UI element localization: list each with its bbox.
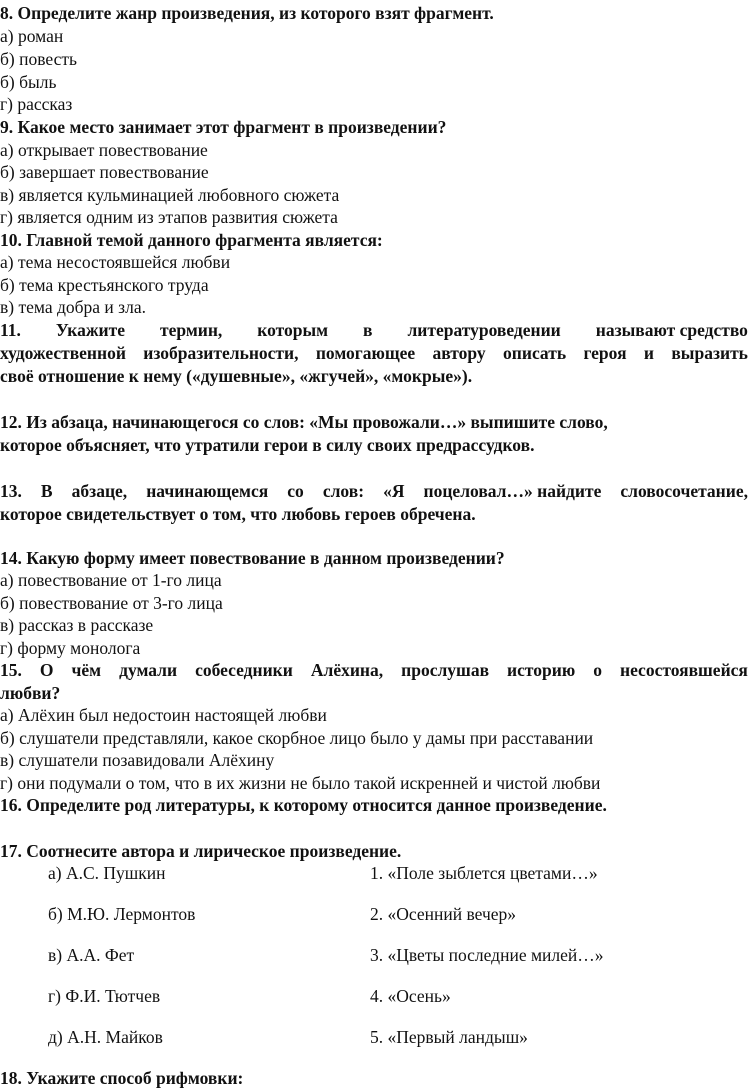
- author-item: д) А.Н. Майков: [48, 1027, 163, 1047]
- question-9-option: в) является кульминацией любовного сюжета: [0, 185, 340, 205]
- question-13-line-2: которое свидетельствует о том, что любовь героев обречена.: [0, 504, 476, 524]
- author-item: б) М.Ю. Лермонтов: [48, 904, 196, 924]
- word: которым: [257, 320, 329, 340]
- work-item: 4. «Осень»: [370, 986, 451, 1006]
- question-8-option: б) повесть: [0, 49, 77, 69]
- word: помогающее: [315, 343, 416, 363]
- question-15-option: в) слушатели позавидовали Алёхину: [0, 750, 275, 770]
- word: и: [643, 343, 654, 363]
- question-15-option: г) они подумали о том, что в их жизни не было такой искренней и чистой любви: [0, 773, 601, 793]
- word: «Я: [383, 481, 405, 501]
- question-15-option: б) слушатели представляли, какое скорбное лицо было у дамы при расставании: [0, 728, 594, 748]
- work-item: 1. «Поле зыблется цветами…»: [370, 863, 598, 883]
- question-14-option: в) рассказ в рассказе: [0, 615, 154, 635]
- word: начинающемся: [146, 481, 269, 501]
- work-item: 2. «Осенний вечер»: [370, 904, 517, 924]
- author-item: а) А.С. Пушкин: [48, 863, 166, 883]
- question-9-option: б) завершает повествование: [0, 162, 209, 182]
- word: автору: [432, 343, 486, 363]
- question-15-line-2: любви?: [0, 683, 61, 703]
- word: в: [363, 320, 373, 340]
- word: изобразительности,: [143, 343, 299, 363]
- word: историю: [507, 660, 576, 680]
- question-14-option: а) повествование от 1-го лица: [0, 570, 222, 590]
- question-14-option: г) форму монолога: [0, 638, 141, 658]
- word: о: [593, 660, 602, 680]
- question-9-option: г) является одним из этапов развития сюжета: [0, 207, 338, 227]
- question-15-option: а) Алёхин был недостоин настоящей любви: [0, 705, 327, 725]
- word: героя: [583, 343, 627, 363]
- question-17-title: 17. Соотнесите автора и лирическое произведение.: [0, 841, 402, 861]
- word: выразить: [671, 343, 748, 363]
- word: художественной: [0, 343, 126, 363]
- word: абзаце,: [71, 481, 128, 501]
- word: со: [287, 481, 304, 501]
- question-18-title: 18. Укажите способ рифмовки:: [0, 1068, 244, 1088]
- word: Алёхина,: [310, 660, 384, 680]
- word: О: [39, 660, 54, 680]
- question-10-title: 10. Главной темой данного фрагмента является:: [0, 230, 383, 250]
- question-11-line-1: [0, 319, 748, 342]
- question-11-line-3: своё отношение к нему («душевные», «жгучей», «мокрые»).: [0, 366, 473, 386]
- word: называют средство: [595, 320, 748, 340]
- question-8-option: б) быль: [0, 72, 57, 92]
- question-11-line-2: [0, 342, 748, 365]
- question-8-option: а) роман: [0, 26, 64, 46]
- question-13-line-1: [0, 480, 748, 503]
- question-9-title: 9. Какое место занимает этот фрагмент в произведении?: [0, 117, 447, 137]
- question-14-option: б) повествование от 3-го лица: [0, 593, 223, 613]
- question-8-option: г) рассказ: [0, 94, 73, 114]
- word: словосочетание,: [620, 481, 748, 501]
- question-12-line-2: которое объясняет, что утратили герои в силу своих предрассудков.: [0, 435, 535, 455]
- question-10-option: в) тема добра и зла.: [0, 297, 146, 317]
- word: описать: [503, 343, 567, 363]
- question-12-line-1: 12. Из абзаца, начинающегося со слов: «Мы провожали…» выпишите слово,: [0, 412, 608, 432]
- author-item: г) Ф.И. Тютчев: [48, 986, 161, 1006]
- question-9-option: а) открывает повествование: [0, 140, 208, 160]
- word: 13.: [0, 481, 22, 501]
- word: 15.: [0, 660, 22, 680]
- question-15-line-1: [0, 659, 748, 682]
- word: собеседники: [195, 660, 293, 680]
- question-10-option: а) тема несостоявшейся любви: [0, 252, 231, 272]
- word: прослушав: [401, 660, 490, 680]
- word: термин,: [159, 320, 223, 340]
- word: 11.: [0, 320, 21, 340]
- question-14-title: 14. Какую форму имеет повествование в данном произведении?: [0, 548, 505, 568]
- word: В: [40, 481, 53, 501]
- work-item: 3. «Цветы последние милей…»: [370, 945, 604, 965]
- word: чём: [71, 660, 102, 680]
- question-8-title: 8. Определите жанр произведения, из которого взят фрагмент.: [0, 3, 494, 23]
- work-item: 5. «Первый ландыш»: [370, 1027, 528, 1047]
- question-16-title: 16. Определите род литературы, к которому относится данное произведение.: [0, 795, 607, 815]
- word: поцеловал…» найдите: [423, 481, 602, 501]
- question-10-option: б) тема крестьянского труда: [0, 275, 209, 295]
- word: литературоведении: [407, 320, 561, 340]
- word: слов:: [322, 481, 365, 501]
- word: думали: [119, 660, 178, 680]
- author-item: в) А.А. Фет: [48, 945, 135, 965]
- word: Укажите: [55, 320, 126, 340]
- word: несостоявшейся: [619, 660, 748, 680]
